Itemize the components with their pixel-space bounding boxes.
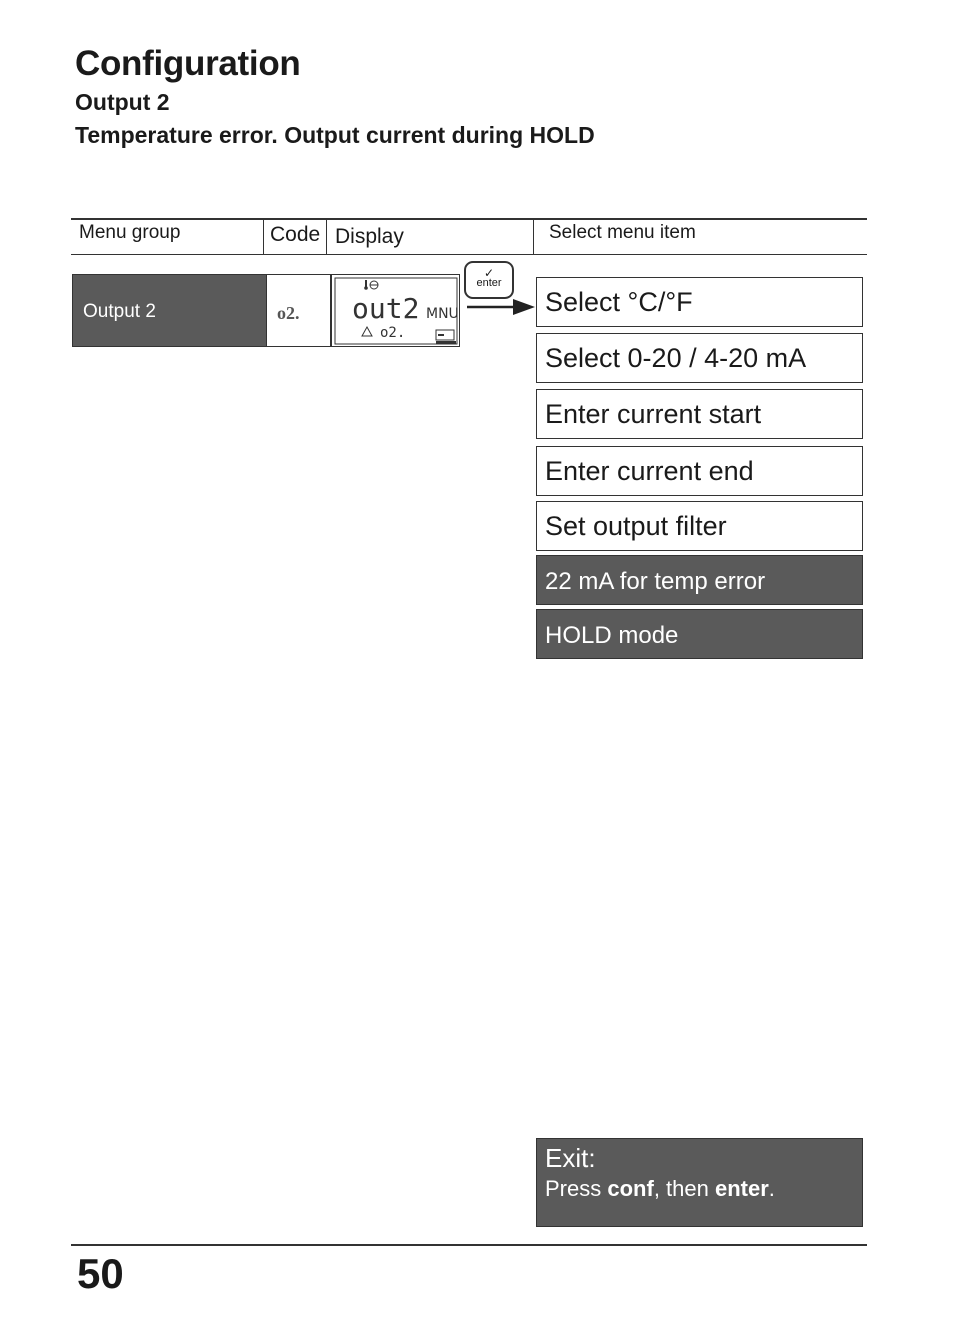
page-title: Configuration [75, 44, 301, 83]
exit-instructions [536, 1138, 863, 1227]
lcd-mode-text: MNU [426, 306, 459, 322]
column-separator [326, 219, 327, 254]
menu-item-enter-current-start[interactable]: Enter current start [536, 389, 863, 439]
lcd-display-graphic [332, 275, 459, 346]
lcd-main-text: out2 [352, 292, 420, 325]
exit-title: Exit: [545, 1143, 596, 1173]
exit-press-text: Press [545, 1176, 608, 1201]
warning-icon [362, 327, 372, 336]
menu-item-select-current-range[interactable]: Select 0-20 / 4-20 mA [536, 333, 863, 383]
menu-group-label: Output 2 [83, 301, 156, 322]
column-separator [533, 219, 534, 254]
code-label: o2. [277, 303, 300, 323]
column-header-select-menu-item: Select menu item [549, 222, 696, 243]
enter-button[interactable] [464, 261, 514, 299]
column-header-code: Code [270, 223, 321, 246]
thermometer-icon [364, 280, 368, 290]
section-description: Temperature error. Output current during HOLD [75, 122, 595, 148]
column-separator [263, 219, 264, 254]
section-subtitle: Output 2 [75, 89, 170, 115]
lcd-display [331, 274, 460, 347]
lcd-sub-text: o2. [380, 325, 406, 341]
column-header-menu-group: Menu group [79, 222, 181, 243]
battery-icon [436, 330, 454, 340]
enter-button-label: enter [476, 277, 502, 289]
menu-item-enter-current-end[interactable]: Enter current end [536, 446, 863, 496]
conf-key-label: conf [607, 1176, 654, 1201]
footer-rule [71, 1244, 867, 1246]
page-number: 50 [77, 1250, 124, 1297]
menu-item-set-output-filter[interactable]: Set output filter [536, 501, 863, 551]
exit-text [545, 1176, 862, 1202]
enter-key-label: enter [714, 1176, 769, 1201]
arrow-right-icon [465, 297, 537, 319]
exit-then-text: , then [653, 1176, 715, 1201]
exit-period: . [768, 1176, 775, 1201]
check-icon: ✓ [483, 266, 495, 280]
menu-item-hold-mode[interactable]: HOLD mode [536, 609, 863, 659]
table-top-rule [71, 218, 867, 220]
menu-item-temp-error-current[interactable]: 22 mA for temp error [536, 555, 863, 605]
code-cell [267, 274, 331, 347]
table-header-rule [71, 254, 867, 255]
column-header-display: Display [335, 225, 404, 248]
menu-item-select-temp-unit[interactable]: Select °C/°F [536, 277, 863, 327]
menu-group-cell [72, 274, 267, 347]
sensor-icon [370, 281, 378, 289]
